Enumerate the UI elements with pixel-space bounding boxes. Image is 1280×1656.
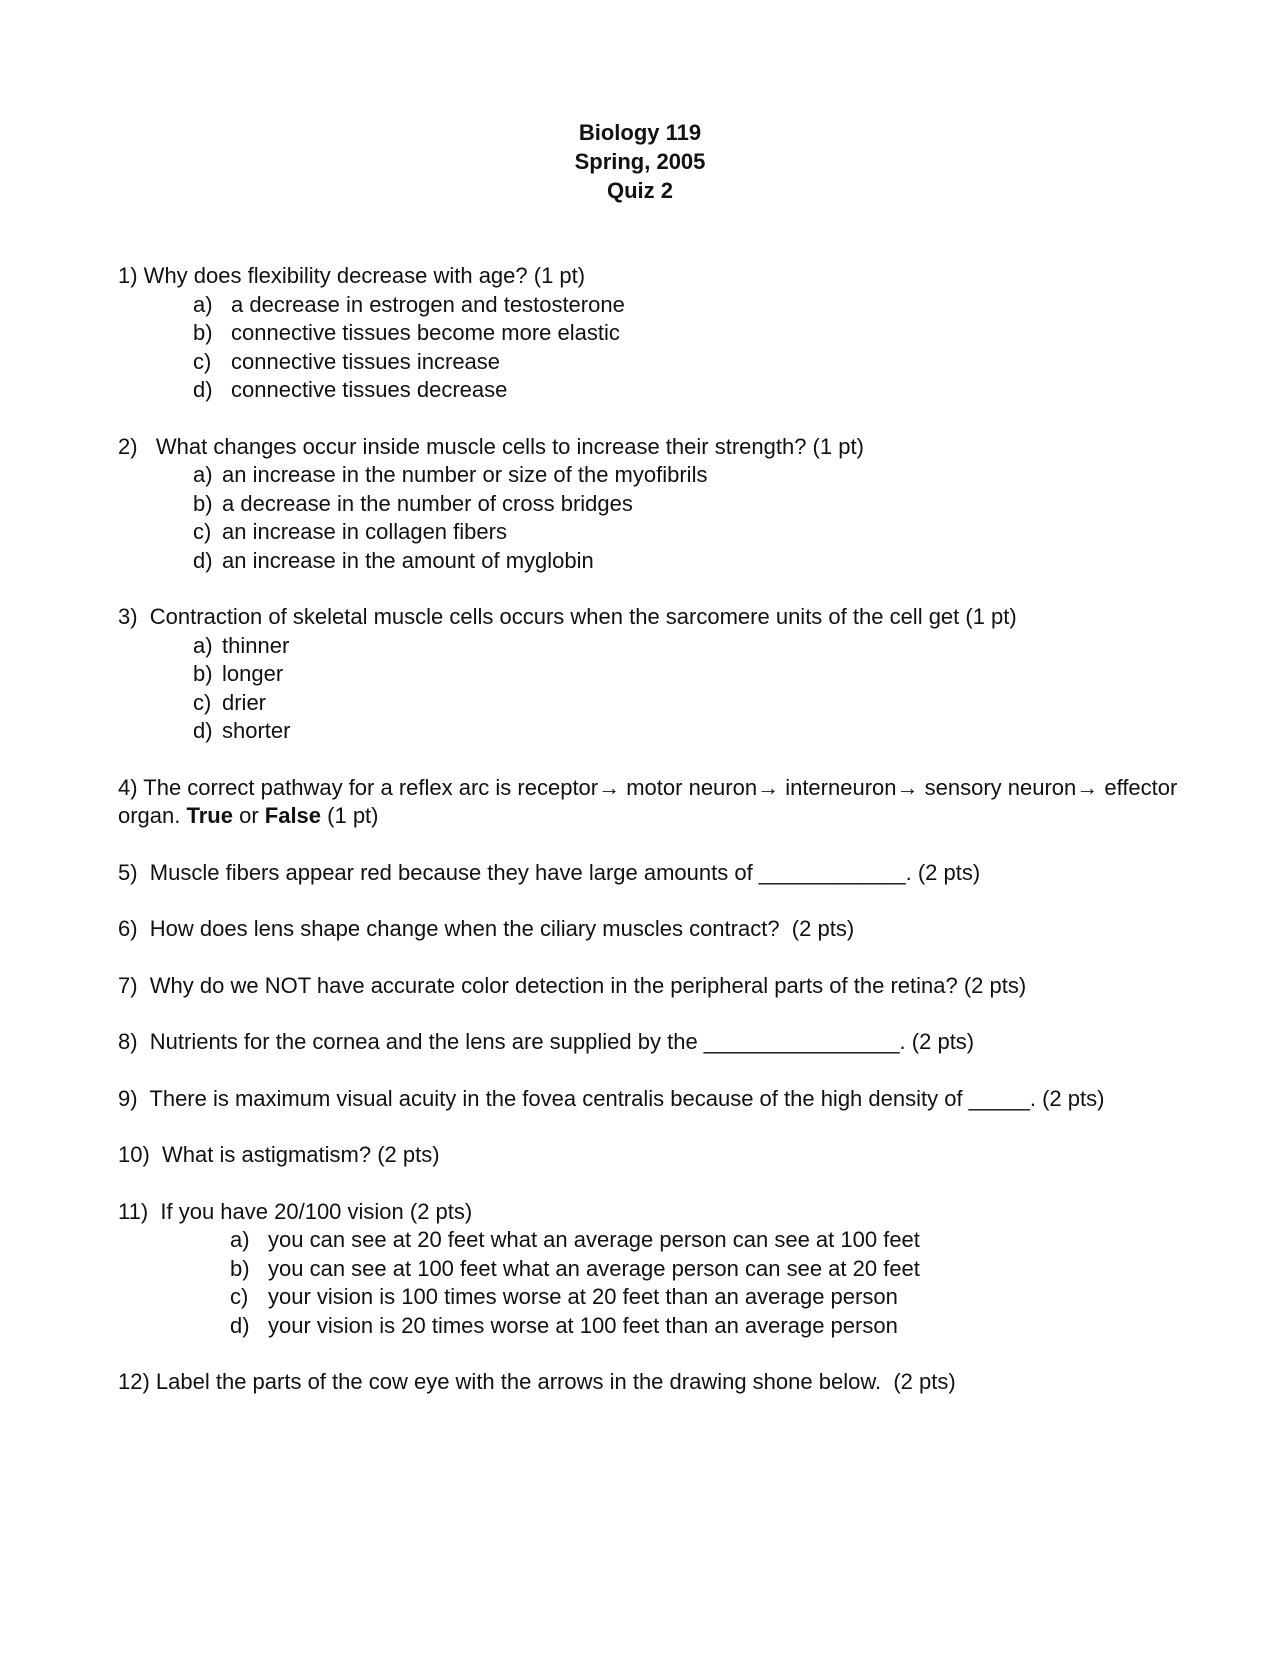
question-5: [118, 859, 1198, 888]
question-2-options: [118, 461, 1198, 575]
question-10-text: 10) What is astigmatism? (2 pts): [118, 1142, 440, 1167]
question-12-text: 12) Label the parts of the cow eye with the arrows in the drawing shone below. (2 pts): [118, 1369, 956, 1394]
question-5-text: 5) Muscle fibers appear red because they have large amounts of ____________. (2 pts): [118, 859, 981, 885]
question-1-options: [118, 291, 1198, 405]
question-11-options: [118, 1226, 1198, 1340]
question-2-text: 2) What changes occur inside muscle cells to increase their strength? (1 pt): [118, 433, 864, 459]
option-3b: b) longer: [193, 661, 284, 686]
true-word: True: [186, 803, 233, 828]
option-1d: d) connective tissues decrease: [193, 377, 508, 402]
question-1: [118, 262, 1198, 405]
option-2d: d) an increase in the amount of myglobin: [193, 547, 594, 573]
course-title: Biology 119: [578, 120, 702, 145]
question-9: [118, 1085, 1198, 1114]
question-8: [118, 1028, 1198, 1057]
question-7: [118, 972, 1198, 1001]
questions-list: [118, 262, 1198, 1397]
option-11c: c) your vision is 100 times worse at 20 feet than an average person: [230, 1284, 898, 1309]
question-10: [118, 1141, 1198, 1170]
option-3a: a) thinner: [193, 632, 290, 658]
question-9-text: 9) There is maximum visual acuity in the fovea centralis because of the high density of _____. (2 pts): [118, 1085, 1105, 1111]
option-1c: c) connective tissues increase: [193, 348, 501, 374]
option-2b: b) a decrease in the number of cross bridges: [193, 490, 633, 516]
question-3-text: 3) Contraction of skeletal muscle cells occurs when the sarcomere units of the cell get (1 pt): [118, 604, 1017, 629]
question-8-text: 8) Nutrients for the cornea and the lens are supplied by the ________________. (2 pts): [118, 1029, 975, 1054]
quiz-title: Quiz 2: [606, 178, 673, 203]
question-4-text: 4) The correct pathway for a reflex arc is receptor→ motor neuron→ interneuron→ sensory neuron→ effector organ. True or False (1 pt): [118, 774, 1178, 828]
quiz-header: [0, 118, 1280, 205]
option-1a: a) a decrease in estrogen and testosterone: [193, 291, 625, 317]
question-2: [118, 433, 1198, 576]
option-3c: c) drier: [193, 689, 267, 715]
question-1-text: 1) Why does flexibility decrease with age? (1 pt): [118, 263, 586, 288]
question-3-options: [118, 632, 1198, 746]
option-11a: a) you can see at 20 feet what an average person can see at 100 feet: [230, 1227, 920, 1252]
option-11d: d) your vision is 20 times worse at 100 feet than an average person: [230, 1312, 898, 1338]
option-3d: d) shorter: [193, 718, 291, 743]
question-3: [118, 603, 1198, 746]
question-11: [118, 1198, 1198, 1341]
question-4: [118, 774, 1198, 831]
false-word: False: [264, 803, 322, 828]
option-11b: b) you can see at 100 feet what an average person can see at 20 feet: [230, 1255, 920, 1281]
question-6: [118, 915, 1198, 944]
term-title: Spring, 2005: [574, 149, 706, 174]
option-2c: c) an increase in collagen fibers: [193, 519, 507, 544]
question-6-text: 6) How does lens shape change when the ciliary muscles contract? (2 pts): [118, 916, 855, 941]
question-7-text: 7) Why do we NOT have accurate color detection in the peripheral parts of the retina? (2 pts): [118, 972, 1027, 998]
question-11-text: 11) If you have 20/100 vision (2 pts): [118, 1198, 473, 1224]
question-12: [118, 1368, 1198, 1397]
option-2a: a) an increase in the number or size of the myofibrils: [193, 462, 708, 487]
option-1b: b) connective tissues become more elastic: [193, 320, 620, 345]
